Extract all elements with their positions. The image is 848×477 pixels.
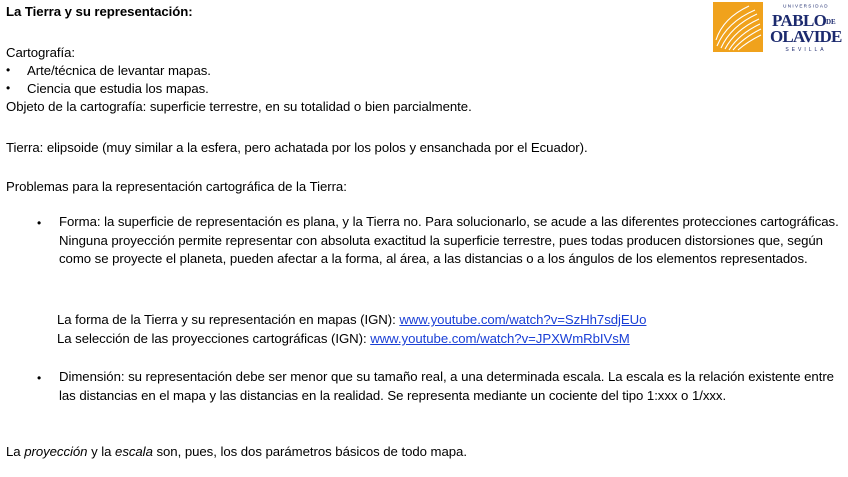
- cartografia-heading: Cartografía:: [6, 45, 76, 60]
- bullet-dot: •: [37, 216, 42, 230]
- youtube-link-forma[interactable]: www.youtube.com/watch?v=SzHh7sdjEUo: [399, 312, 647, 327]
- logo-top-text: UNIVERSIDAD: [783, 3, 829, 9]
- logo-line1-text: PABLO: [772, 11, 827, 30]
- logo-bottom-text: SEVILLA: [785, 47, 827, 52]
- bullet-dot: •: [37, 371, 42, 385]
- conclusion-part-1: La: [6, 444, 25, 459]
- dimension-paragraph: Dimensión: su representación debe ser menor que su tamaño real, a una determinada escala. La escala es la relación existente entre las distancias en el mapa y las distancias en la realidad. Se representa mediante un cociente del tipo 1:xxx o 1/xxx.: [59, 369, 834, 403]
- upo-logo-icon: [713, 2, 846, 52]
- problemas-heading: Problemas para la representación cartográfica de la Tierra:: [6, 179, 347, 194]
- logo-de-text: DE: [826, 18, 836, 26]
- conclusion-text: [6, 443, 467, 460]
- term-escala: escala: [115, 444, 153, 459]
- conclusion-part-2: y la: [87, 444, 116, 459]
- link-line-forma: [57, 311, 646, 328]
- link-label-proyecciones: La selección de las proyecciones cartográficas (IGN):: [57, 331, 371, 346]
- tierra-definition: Tierra: elipsoide (muy similar a la esfera, pero achatada por los polos y ensanchada por el Ecuador).: [6, 140, 588, 155]
- cartografia-bullet-1: Arte/técnica de levantar mapas.: [27, 63, 211, 78]
- logo-line2-text: OLAVIDE: [770, 27, 842, 46]
- conclusion-part-3: son, pues, los dos parámetros básicos de todo mapa.: [152, 444, 467, 459]
- bullet-dot: •: [6, 81, 11, 95]
- cartografia-objeto: Objeto de la cartografía: superficie terrestre, en su totalidad o bien parcialmente.: [6, 99, 472, 114]
- link-label-forma: La forma de la Tierra y su representación en mapas (IGN):: [57, 312, 400, 327]
- term-proyeccion: proyección: [24, 444, 88, 459]
- bullet-dot: •: [6, 63, 11, 77]
- university-logo: [713, 2, 846, 52]
- forma-paragraph: Forma: la superficie de representación es plana, y la Tierra no. Para solucionarlo, se acude a las diferentes protecciones cartográficas. Ninguna proyección permite representar con absoluta exactitud la superficie terrestre, pues todas producen distorsiones que, según como se proyecte el planeta, pueden afectar a la forma, al área, a las distancias o a los ángulos de los elementos representados.: [59, 214, 839, 266]
- youtube-link-proyecciones[interactable]: www.youtube.com/watch?v=JPXWmRbIVsM: [370, 331, 630, 346]
- link-line-proyecciones: [57, 330, 630, 347]
- cartografia-bullet-2: Ciencia que estudia los mapas.: [27, 81, 209, 96]
- page-title: La Tierra y su representación:: [6, 4, 193, 19]
